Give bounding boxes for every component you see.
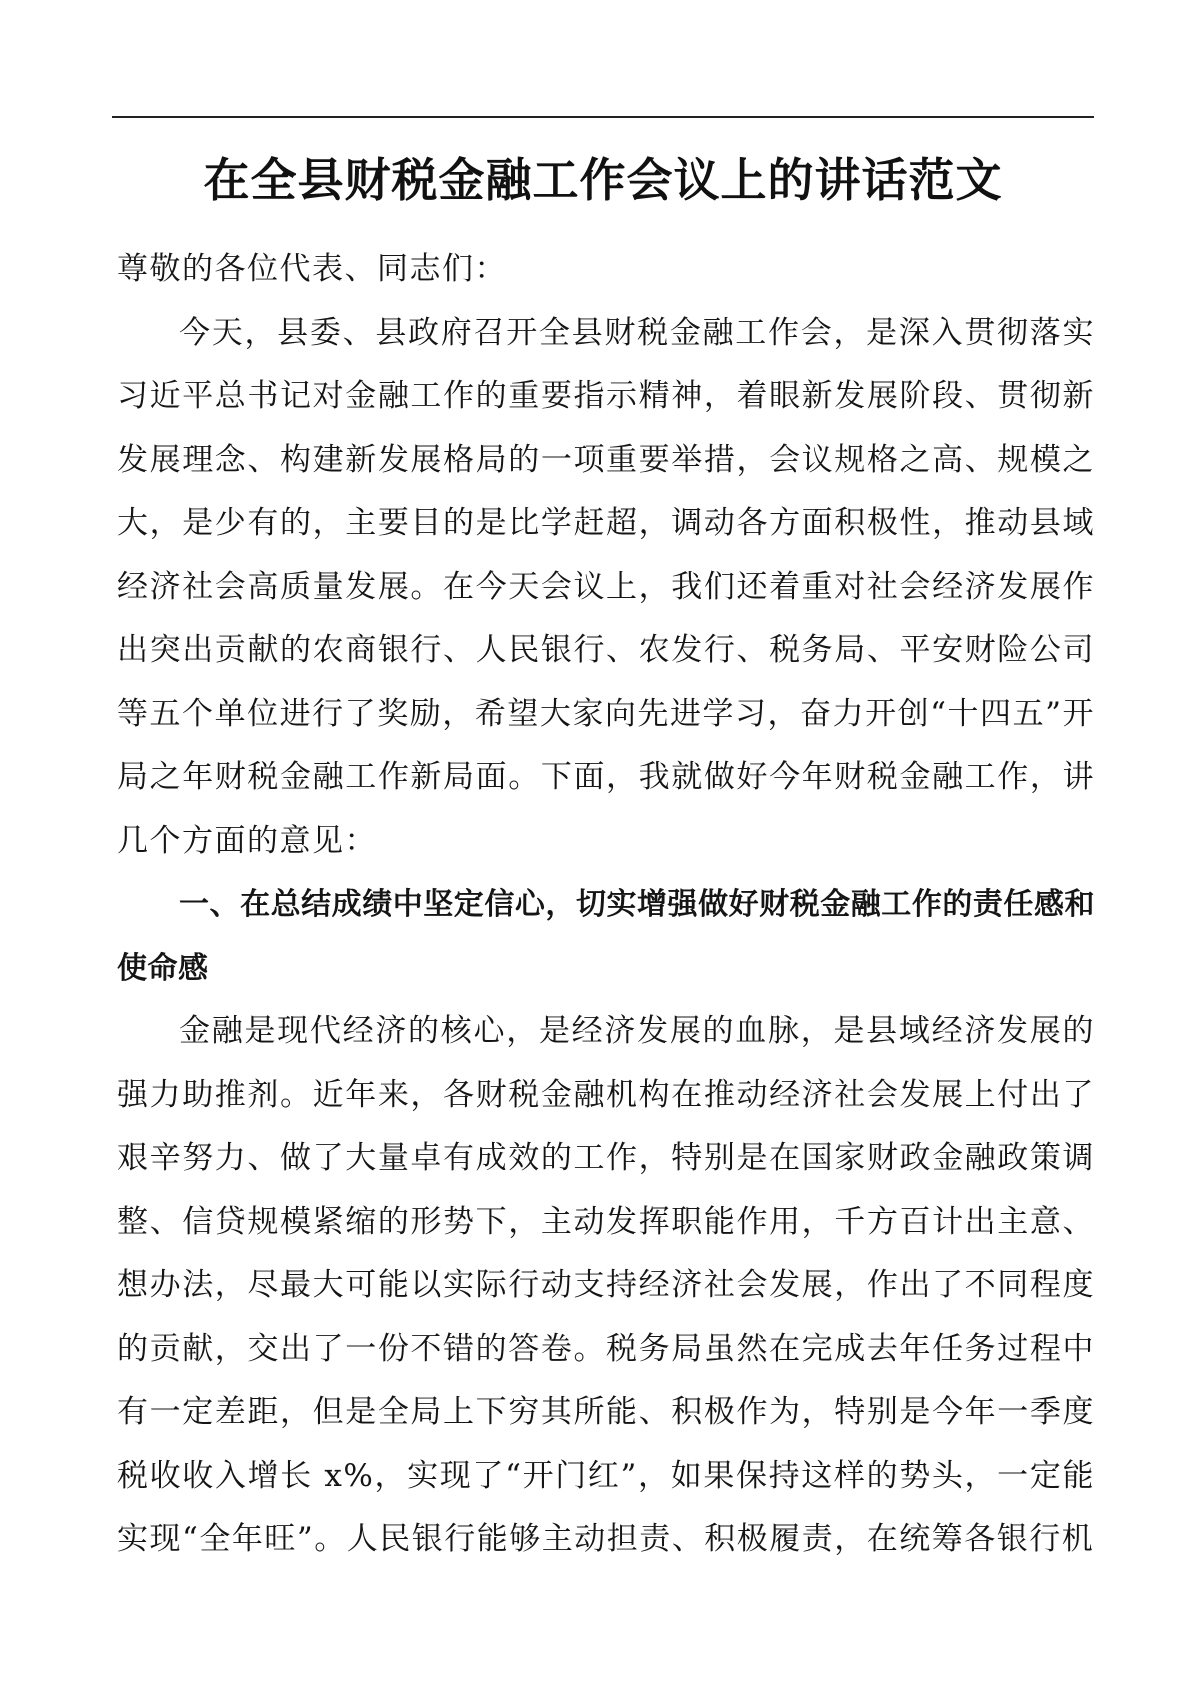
document-title: 在全县财税金融工作会议上的讲话范文 — [203, 153, 1003, 207]
section-heading: 一、在总结成绩中坚定信心，切实增强做好财税金融工作的责任感和使命感 — [117, 887, 1095, 986]
section-paragraph: 金融是现代经济的核心，是经济发展的血脉，是县域经济发展的强力助推剂。近年来，各财税金融机构在推动经济社会发展上付出了艰辛努力、做了大量卓有成效的工作，特别是在国家财政金融政策调整、信贷规模紧缩的形势下，主动发挥职能作用，千方百计出主意、想办法，尽最大可能以实际行动支持经济社会发展，作出了不同程度的贡献，交出了一份不错的答卷。税务局虽然在完成去年任务过程中有一定差距，但是全局上下穷其所能、积极作为，特别是今年一季度税收收入增长 x%，实现了“开门红”，如果保持这样的势头，一定能实现“全年旺”。人民银行能够主动担责、积极履责，在统筹各银行机 — [117, 1013, 1095, 1557]
salutation: 尊敬的各位代表、同志们： — [117, 251, 507, 287]
header-rule — [112, 116, 1094, 118]
document-body — [117, 238, 1095, 1572]
opening-paragraph: 今天，县委、县政府召开全县财税金融工作会，是深入贯彻落实习近平总书记对金融工作的重要指示精神，着眼新发展阶段、贯彻新发展理念、构建新发展格局的一项重要举措，会议规格之高、规模之大，是少有的，主要目的是比学赶超，调动各方面积极性，推动县域经济社会高质量发展。在今天会议上，我们还着重对社会经济发展作出突出贡献的农商银行、人民银行、农发行、税务局、平安财险公司等五个单位进行了奖励，希望大家向先进学习，奋力开创“十四五”开局之年财税金融工作新局面。下面，我就做好今年财税金融工作，讲几个方面的意见： — [117, 314, 1095, 859]
